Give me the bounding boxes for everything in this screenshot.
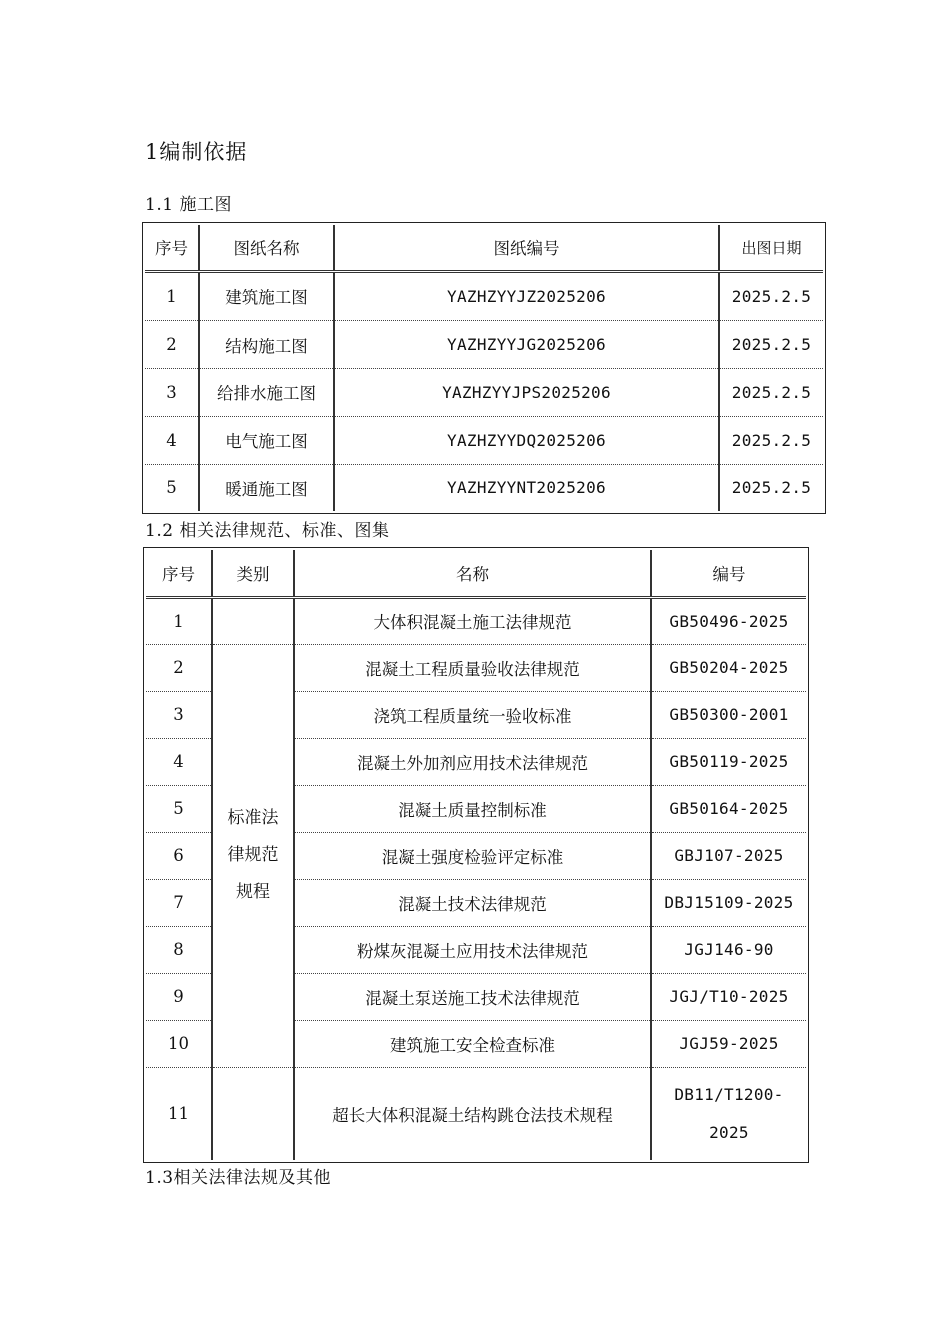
drawings-table: [142, 222, 826, 514]
table-row: [146, 597, 806, 644]
row-standard-name: 混凝土外加剂应用技术法律规范: [294, 738, 651, 785]
document-heading: 1编制依据: [145, 140, 248, 164]
code-line: 2025: [709, 1122, 749, 1142]
header-code: 编号: [651, 550, 806, 597]
row-index: 1: [173, 611, 184, 631]
table-header-row: [145, 225, 823, 271]
row-standard-name: 混凝土强度检验评定标准: [294, 832, 651, 879]
row-standard-code: DBJ15109-2025: [651, 879, 806, 926]
section-1-1-title: 1.1 施工图: [145, 195, 232, 215]
row-standard-name: 混凝土泵送施工技术法律规范: [294, 973, 651, 1020]
row-standard-name: 超长大体积混凝土结构跳仓法技术规程: [294, 1067, 651, 1160]
header-name: 名称: [294, 550, 651, 597]
code-line: DB11/T1200-: [674, 1084, 784, 1104]
row-index: 1: [166, 286, 177, 306]
row-standard-code: JGJ/T10-2025: [651, 973, 806, 1020]
row-index: 6: [146, 832, 212, 879]
row-index: 2: [145, 321, 199, 369]
section-1-3-title: 1.3相关法律法规及其他: [145, 1168, 332, 1188]
header-drawing-number: 图纸编号: [334, 225, 719, 271]
row-index: 7: [146, 879, 212, 926]
row-standard-name: 大体积混凝土施工法律规范: [294, 597, 651, 644]
row-index: 9: [146, 973, 212, 1020]
row-drawing-name: 暖通施工图: [199, 464, 334, 511]
row-standard-name: 浇筑工程质量统一验收标准: [294, 691, 651, 738]
row-standard-code: JGJ146-90: [651, 926, 806, 973]
category-line: 律规范: [227, 845, 279, 865]
row-standard-name: 混凝土工程质量验收法律规范: [294, 644, 651, 691]
row-index: 2: [146, 644, 212, 691]
row-index: 11: [146, 1067, 212, 1160]
row-standard-code: GB50300-2001: [651, 691, 806, 738]
row-drawing-number: YAZHZYYNT2025206: [334, 464, 719, 511]
section-1-2-title: 1.2 相关法律规范、标准、图集: [145, 521, 390, 541]
row-index: 8: [146, 926, 212, 973]
row-drawing-number: YAZHZYYJZ2025206: [334, 271, 719, 321]
row-drawing-number: YAZHZYYJG2025206: [334, 321, 719, 369]
row-drawing-name: 建筑施工图: [199, 271, 334, 321]
table-row: [145, 369, 823, 417]
row-standard-name: 粉煤灰混凝土应用技术法律规范: [294, 926, 651, 973]
header-index: 序号: [146, 550, 212, 597]
header-index: 序号: [145, 225, 199, 271]
row-index: 5: [145, 464, 199, 511]
row-index: 3: [146, 691, 212, 738]
row-drawing-name: 电气施工图: [199, 416, 334, 464]
row-standard-name: 混凝土技术法律规范: [294, 879, 651, 926]
category-cell: [212, 644, 294, 1067]
table-row: [145, 321, 823, 369]
header-issue-date: 出图日期: [719, 225, 823, 271]
row-drawing-name: 给排水施工图: [199, 369, 334, 417]
standards-table: [143, 547, 809, 1163]
row-standard-name: 混凝土质量控制标准: [294, 785, 651, 832]
header-category: 类别: [212, 550, 294, 597]
row-drawing-name: 结构施工图: [199, 321, 334, 369]
table-row: [146, 1067, 806, 1160]
table-row: [145, 271, 823, 321]
row-issue-date: 2025.2.5: [719, 271, 823, 321]
row-issue-date: 2025.2.5: [719, 464, 823, 511]
row-index: 4: [146, 738, 212, 785]
row-standard-code: JGJ59-2025: [651, 1020, 806, 1067]
row-standard-code: [651, 1067, 806, 1160]
row-standard-code: GB50164-2025: [651, 785, 806, 832]
header-drawing-name: 图纸名称: [199, 225, 334, 271]
table-row: [146, 644, 806, 691]
row-standard-name: 建筑施工安全检查标准: [294, 1020, 651, 1067]
row-issue-date: 2025.2.5: [719, 416, 823, 464]
row-issue-date: 2025.2.5: [719, 321, 823, 369]
category-cell-empty: [212, 597, 294, 644]
row-drawing-number: YAZHZYYDQ2025206: [334, 416, 719, 464]
row-standard-code: GB50204-2025: [651, 644, 806, 691]
category-line: 标准法: [227, 808, 279, 828]
category-line: 规程: [236, 882, 270, 902]
row-standard-code: GB50496-2025: [651, 597, 806, 644]
row-standard-code: GBJ107-2025: [651, 832, 806, 879]
row-standard-code: GB50119-2025: [651, 738, 806, 785]
row-index: 5: [146, 785, 212, 832]
table-header-row: [146, 550, 806, 597]
category-cell-empty: [212, 1067, 294, 1160]
row-index: 10: [146, 1020, 212, 1067]
row-index: 4: [145, 416, 199, 464]
row-index: 3: [145, 369, 199, 417]
table-row: [145, 416, 823, 464]
table-row: [145, 464, 823, 511]
row-issue-date: 2025.2.5: [719, 369, 823, 417]
row-drawing-number: YAZHZYYJPS2025206: [334, 369, 719, 417]
